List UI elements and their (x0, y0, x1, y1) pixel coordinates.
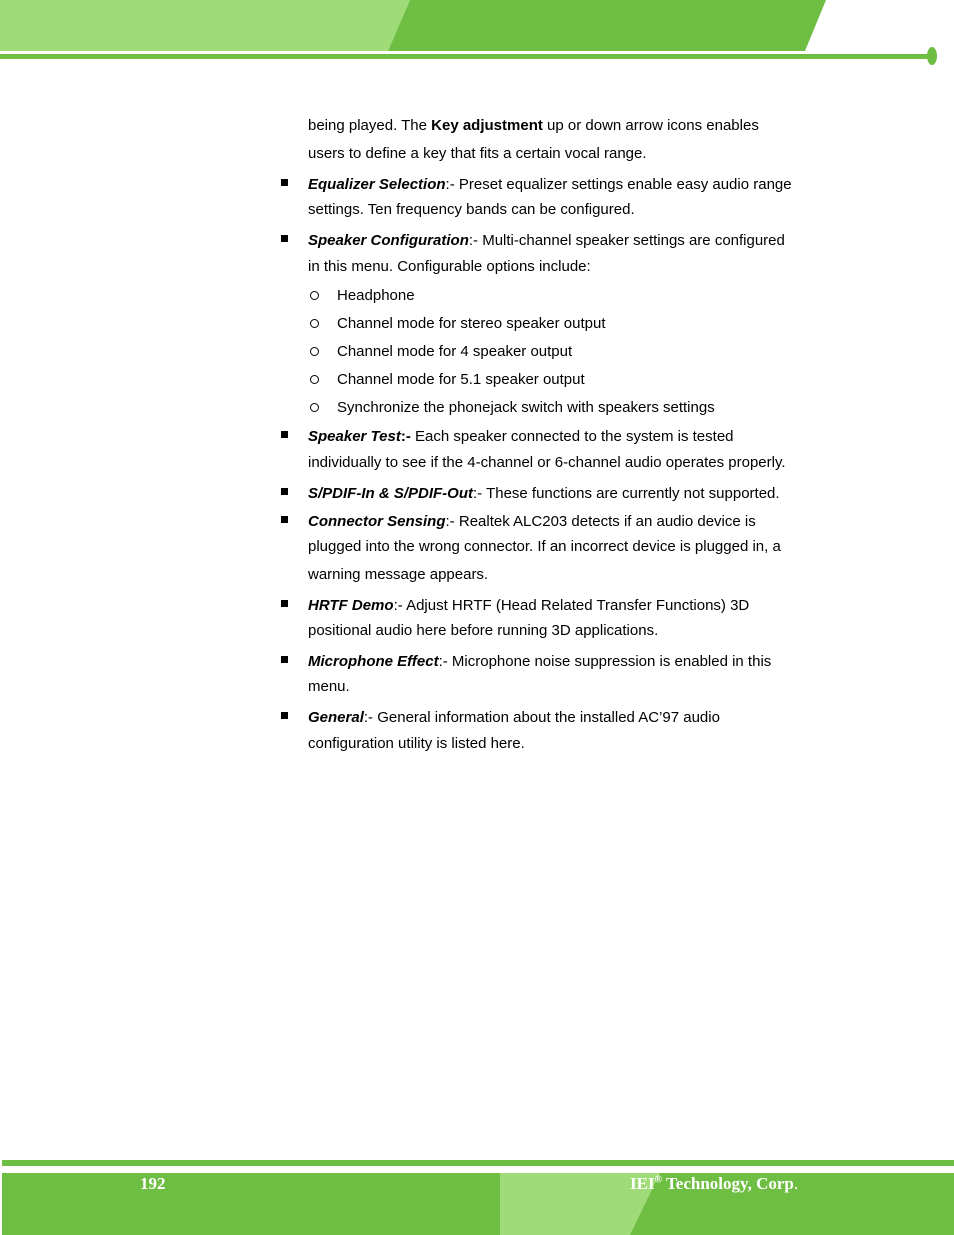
bullet-square (281, 235, 288, 242)
bullet-square (281, 431, 288, 438)
speaker-option: Headphone (337, 287, 415, 304)
footer-rule (2, 1160, 954, 1166)
item-spdif-line-1: S/PDIF-In & S/PDIF-Out:- These functions are currently not supported. (308, 485, 780, 502)
bullet-square (281, 712, 288, 719)
company-name: IEI® Technology, Corp. (630, 1174, 799, 1193)
bullet-square (281, 656, 288, 663)
item-speaker-config-line-2: in this menu. Configurable options include: (308, 258, 591, 275)
intro-line-1: being played. The Key adjustment up or down arrow icons enables (308, 117, 759, 134)
speaker-option: Channel mode for stereo speaker output (337, 315, 606, 332)
header-dark-band (388, 0, 826, 51)
item-hrtf-line-1: HRTF Demo:- Adjust HRTF (Head Related Transfer Functions) 3D (308, 597, 750, 614)
item-connector-line-1: Connector Sensing:- Realtek ALC203 detects if an audio device is (308, 513, 756, 530)
item-general-line-1: General:- General information about the installed AC’97 audio (308, 709, 720, 726)
item-speaker-test-line-1: Speaker Test:- Each speaker connected to the system is tested (308, 428, 734, 445)
item-hrtf-line-2: positional audio here before running 3D applications. (308, 622, 659, 639)
bullet-square (281, 516, 288, 523)
item-general-line-2: configuration utility is listed here. (308, 735, 525, 752)
bullet-circle (310, 347, 319, 356)
header-rule (0, 54, 930, 59)
speaker-option: Synchronize the phonejack switch with speakers settings (337, 399, 715, 416)
bullet-circle (310, 291, 319, 300)
item-connector-line-2: plugged into the wrong connector. If an incorrect device is plugged in, a (308, 538, 781, 555)
footer-banner (0, 1158, 954, 1235)
header-banner (0, 0, 954, 70)
item-equalizer-line-1: Equalizer Selection:- Preset equalizer settings enable easy audio range (308, 176, 792, 193)
speaker-option: Channel mode for 5.1 speaker output (337, 371, 585, 388)
page-number: 192 (140, 1174, 166, 1193)
bullet-square (281, 179, 288, 186)
bullet-circle (310, 403, 319, 412)
bullet-square (281, 488, 288, 495)
speaker-option: Channel mode for 4 speaker output (337, 343, 573, 360)
item-equalizer-line-2: settings. Ten frequency bands can be configured. (308, 201, 635, 218)
item-connector-line-3: warning message appears. (308, 566, 489, 583)
bullet-circle (310, 375, 319, 384)
item-microphone-line-2: menu. (308, 678, 350, 695)
item-microphone-line-1: Microphone Effect:- Microphone noise suppression is enabled in this (308, 653, 772, 670)
intro-line-2: users to define a key that fits a certain vocal range. (308, 145, 647, 162)
header-rule-end (927, 47, 937, 65)
bullet-square (281, 600, 288, 607)
item-speaker-config-line-1: Speaker Configuration:- Multi-channel speaker settings are configured (308, 232, 785, 249)
bullet-circle (310, 319, 319, 328)
item-speaker-test-line-2: individually to see if the 4-channel or 6-channel audio operates properly. (308, 454, 786, 471)
header-light-band (0, 0, 410, 51)
